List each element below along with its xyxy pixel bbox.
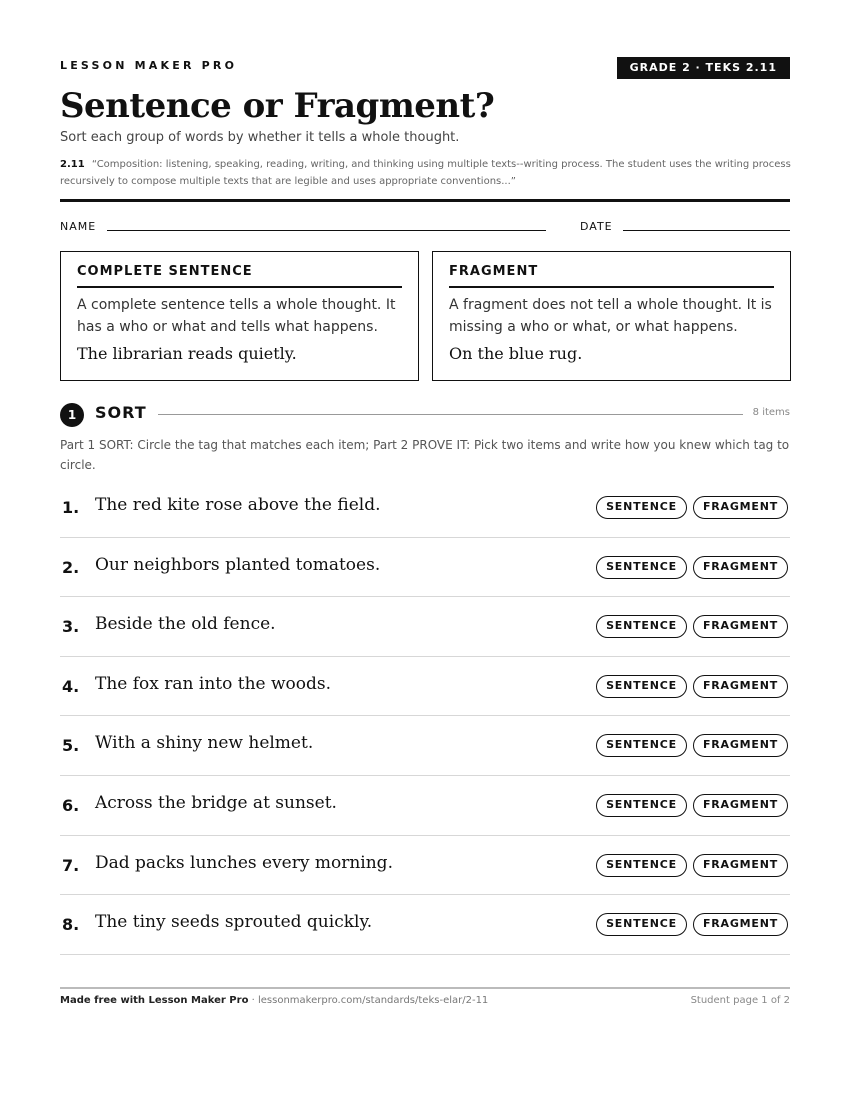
fragment-tag[interactable]: FRAGMENT: [693, 913, 788, 936]
fragment-tag[interactable]: FRAGMENT: [693, 734, 788, 757]
worksheet-page: [60, 0, 790, 1100]
list-item: [60, 716, 790, 776]
item-text: With a shiny new helmet.: [95, 733, 314, 754]
item-text: The tiny seeds sprouted quickly.: [95, 912, 373, 933]
fragment-tag[interactable]: FRAGMENT: [693, 675, 788, 698]
sentence-example: The librarian reads quietly.: [77, 344, 297, 363]
name-field[interactable]: [107, 230, 546, 231]
item-text: Across the bridge at sunset.: [95, 792, 337, 813]
sentence-tag[interactable]: SENTENCE: [596, 496, 687, 519]
section-header: [60, 401, 790, 425]
sentence-tag[interactable]: SENTENCE: [596, 675, 687, 698]
item-number: 2.: [62, 557, 80, 577]
list-item: [60, 478, 790, 538]
top-bar: [60, 57, 790, 79]
item-list: [60, 478, 790, 955]
footer-credit: [60, 995, 488, 1006]
footer-separator: ·: [248, 995, 258, 1006]
standard-description: [60, 156, 795, 190]
section-title: SORT: [95, 403, 147, 422]
item-number: 3.: [62, 617, 80, 637]
sentence-tag[interactable]: SENTENCE: [596, 854, 687, 877]
list-item: [60, 836, 790, 896]
footer-made-with: Made free with Lesson Maker Pro: [60, 995, 249, 1006]
section-number-badge: 1: [60, 403, 84, 427]
section-instructions: Part 1 SORT: Circle the tag that matches each item; Part 2 PROVE IT: Pick two items and write how you knew which tag to circle.: [60, 438, 790, 472]
fragment-tag[interactable]: FRAGMENT: [693, 556, 788, 579]
item-count: 8 items: [752, 407, 790, 418]
item-text: The red kite rose above the field.: [95, 495, 381, 515]
header-divider: [60, 199, 790, 202]
fragment-tag[interactable]: FRAGMENT: [693, 496, 788, 519]
brand-name: LESSON MAKER PRO: [60, 59, 238, 72]
sentence-tag[interactable]: SENTENCE: [596, 615, 687, 638]
fragment-tag[interactable]: FRAGMENT: [693, 615, 788, 638]
fragment-definition-heading: FRAGMENT: [449, 264, 774, 288]
standard-code: 2.11: [60, 159, 85, 170]
list-item: [60, 597, 790, 657]
item-number: 5.: [62, 736, 80, 756]
fragment-example: On the blue rug.: [449, 344, 583, 363]
sentence-tag[interactable]: SENTENCE: [596, 913, 687, 936]
section-divider: [158, 414, 743, 415]
name-label: NAME: [60, 220, 97, 233]
footer-divider: [60, 987, 790, 989]
fragment-definition-text: A fragment does not tell a whole thought. It is missing a who or what, or what happens.: [449, 297, 772, 335]
list-item: [60, 776, 790, 836]
item-text: Our neighbors planted tomatoes.: [95, 554, 381, 575]
item-text: Beside the old fence.: [95, 614, 276, 635]
item-number: 1.: [62, 498, 80, 517]
sentence-definition-box: [60, 251, 419, 381]
sentence-definition-text: A complete sentence tells a whole thought. It has a who or what and tells what happens.: [77, 297, 396, 335]
item-number: 4.: [62, 676, 80, 696]
fragment-tag[interactable]: FRAGMENT: [693, 794, 788, 817]
item-number: 8.: [62, 915, 80, 935]
list-item: [60, 895, 790, 955]
item-text: The fox ran into the woods.: [95, 673, 332, 694]
list-item: [60, 538, 790, 598]
item-number: 6.: [62, 795, 80, 815]
page-title: Sentence or Fragment?: [60, 86, 495, 126]
fragment-tag[interactable]: FRAGMENT: [693, 854, 788, 877]
footer-url[interactable]: lessonmakerpro.com/standards/teks-elar/2-11: [257, 995, 489, 1006]
sentence-tag[interactable]: SENTENCE: [596, 734, 687, 757]
item-text: Dad packs lunches every morning.: [95, 852, 393, 873]
date-field[interactable]: [623, 230, 790, 231]
item-number: 7.: [62, 855, 80, 875]
sentence-tag[interactable]: SENTENCE: [596, 794, 687, 817]
name-date-row: [60, 219, 790, 235]
fragment-definition-box: [432, 251, 791, 381]
grade-badge: GRADE 2 · TEKS 2.11: [617, 57, 790, 79]
standard-text: “Composition: listening, speaking, reading, writing, and thinking using multiple texts--writing process. The student uses the writing process recursively to compose multiple texts that are legible and uses appropriate conventions...”: [60, 159, 791, 187]
page-subtitle: Sort each group of words by whether it tells a whole thought.: [60, 130, 460, 145]
date-label: DATE: [580, 220, 613, 233]
page-number: Student page 1 of 2: [690, 995, 790, 1006]
list-item: [60, 657, 790, 717]
sentence-definition-heading: COMPLETE SENTENCE: [77, 264, 402, 288]
sentence-tag[interactable]: SENTENCE: [596, 556, 687, 579]
